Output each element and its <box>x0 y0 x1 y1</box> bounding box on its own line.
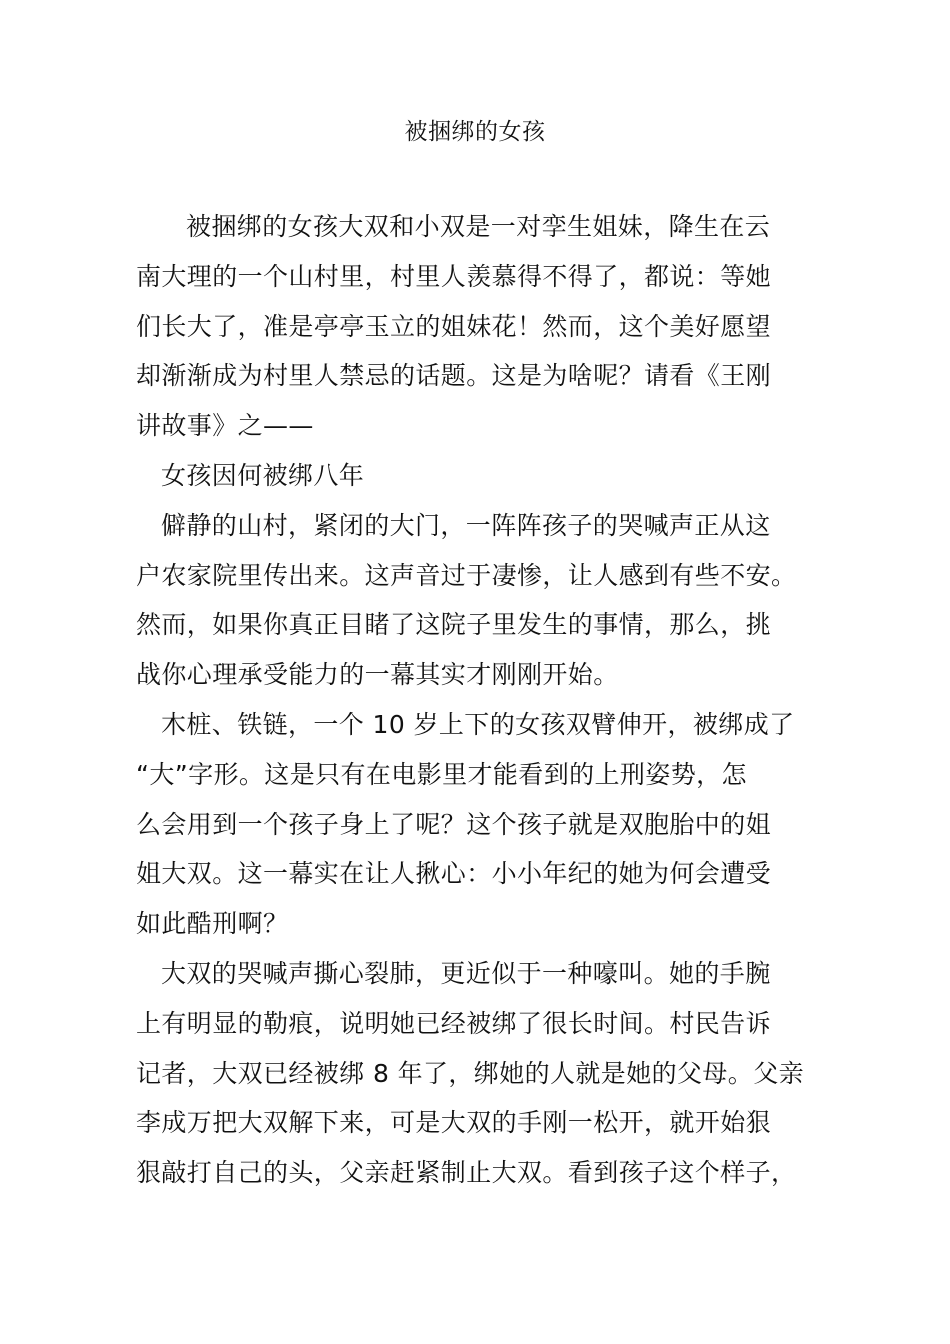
document-title: 被捆绑的女孩 <box>404 119 546 145</box>
text-line: 却渐渐成为村里人禁忌的话题。这是为啥呢？请看《王刚 <box>136 361 772 391</box>
section-heading: 女孩因何被绑八年 <box>161 460 365 490</box>
text-line: 记者，大双已经被绑 8 年了，绑她的人就是她的父母。父亲 <box>136 1058 805 1088</box>
document-body <box>136 202 806 1198</box>
text-line: 姐大双。这一幕实在让人揪心：小小年纪的她为何会遭受 <box>136 859 772 889</box>
text-line: 战你心理承受能力的一幕其实才刚刚开始。 <box>136 660 619 690</box>
text-line: 木桩、铁链，一个 10 岁上下的女孩双臂伸开，被绑成了 <box>161 709 795 739</box>
text-line: 们长大了，准是亭亭玉立的姐妹花！然而，这个美好愿望 <box>136 311 772 341</box>
text-line: 户农家院里传出来。这声音过于凄惨，让人感到有些不安。 <box>136 560 797 590</box>
text-line: 僻静的山村，紧闭的大门，一阵阵孩子的哭喊声正从这 <box>161 510 771 540</box>
text-line: 被捆绑的女孩大双和小双是一对孪生姐妹，降生在云 <box>186 212 771 241</box>
text-line: 狠敲打自己的头，父亲赶紧制止大双。看到孩子这个样子， <box>136 1158 797 1188</box>
text-line: “大”字形。这是只有在电影里才能看到的上刑姿势，怎 <box>136 759 747 789</box>
text-line: 么会用到一个孩子身上了呢？这个孩子就是双胞胎中的姐 <box>136 809 772 839</box>
text-line: 李成万把大双解下来，可是大双的手刚一松开，就开始狠 <box>136 1108 772 1138</box>
text-line: 南大理的一个山村里，村里人羡慕得不得了，都说：等她 <box>136 261 772 291</box>
text-line: 如此酷刑啊？ <box>136 909 289 939</box>
text-line: 然而，如果你真正目睹了这院子里发生的事情，那么，挑 <box>136 610 772 640</box>
text-line: 讲故事》之—— <box>136 411 314 441</box>
text-line: 上有明显的勒痕，说明她已经被绑了很长时间。村民告诉 <box>136 1008 772 1038</box>
text-line: 大双的哭喊声撕心裂肺，更近似于一种嚎叫。她的手腕 <box>161 958 771 988</box>
